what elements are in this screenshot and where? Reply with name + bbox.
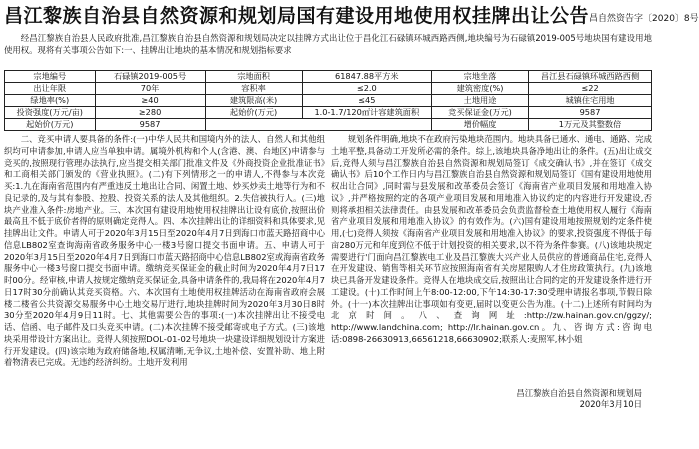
intro-paragraph: 经昌江黎族自治县人民政府批准,昌江黎族自治县自然资源和规划局决定以挂牌方式出让位于昌化江石碌镇环城西路西侧,地块编号为石碌镇2019-005号地块国有建设用地使用权。现将有关事项公告如下:一、挂牌出让地块的基本情况和规划指标要求 xyxy=(4,33,652,55)
table-cell: ≤22 xyxy=(529,83,652,95)
table-cell: 61847.88平方米 xyxy=(302,71,431,83)
table-cell: 出让年限 xyxy=(5,83,96,95)
body-left-column: 二、竞买申请人要具备的条件:(一)中华人民共和国境内外的法人、自然人和其他组织均可申请参加,申请人应当单独申请。属境外机构和个人(含港、澳、台地区)申请参与竞买的,按照现行管理办法执行,应当提交相关部门批准文件及《外商投资企业批准证书》和工商相关部门颁发的《营业执照》。(二)有下列情形之一的申请人,不得参与本次竞买:1.九在海南省范围内有严重违反土地出让合同、闲置土地、炒买炒卖土地等行为和不良记录的,及与其有参股、控股、投资关系的法人及其他组织。2.失信被执行人。(三)地块产业准入条件:房地产业。三、本次国有建设用地使用权挂牌出让设有底价,按照出价最高且不低于底价者得的原则确定竞得人。四、本次挂牌出让的详细资料和具体要求,见挂牌出让文件。申请人可于2020年3月15日至2020年4月7日到海口市蓝天路招商中心信息LB802室查询海南省政务服务中心一楼3号窗口提交书面申请。五、申请人可于2020年3月15日至2020年4月7日到海口市蓝天路招商中心信息LB802室或海南省政务服务中心一楼3号窗口提交书面申请。缴纳竞买保证金的截止时间为2020年4月7日17时00分。经审核,申请人按规定缴纳竞买保证金,具备申请条件的,我局将在2020年4月7日17时30分前确认其竞买资格。六、本次国有土地使用权挂牌活动在海南省政府会展楼二楼省公共资源交易服务中心土地交易厅进行,地块挂牌时间为2020年3月30日8时30分至2020年4月9日11时。七、其他需要公告的事项:(一)本次挂牌出让不接受电话、信函、电子邮件及口头竞买申请。(二)本次挂牌不接受邮寄或电子方式。(三)该地块采用带设计方案出让。竞得人须按照DOL-01-02号地块一块建设详细规划设计方案进行开发建设。(四)该宗地为政府储备地,权属清晰,无争议,土地补偿、安置补助、地上附着物清表已完成。无违约经济纠纷。土地开发利用 xyxy=(4,134,325,368)
table-cell: 土地用途 xyxy=(432,95,529,107)
table-cell: 宗地编号 xyxy=(5,71,96,83)
right-column-wrapper xyxy=(331,134,652,420)
table-cell: 昌江县石碌镇环城西路西侧 xyxy=(529,71,652,83)
page-title: 昌江黎族自治县自然资源和规划局国有建设用地使用权挂牌出让公告 xyxy=(4,5,590,27)
table-row xyxy=(5,95,652,107)
table-cell xyxy=(205,119,431,131)
table-cell: 增价幅度 xyxy=(432,119,529,131)
table-cell: ≥280 xyxy=(95,107,205,119)
table-cell: 绿地率(%) xyxy=(5,95,96,107)
table-cell: 投资强度(万元/亩) xyxy=(5,107,96,119)
table-row xyxy=(5,119,652,131)
table-cell: 起始价(万元) xyxy=(205,107,302,119)
signature-org: 昌江黎族自治县自然资源和规划局 xyxy=(516,388,642,398)
table-cell: 城镇住宅用地 xyxy=(529,95,652,107)
body-columns xyxy=(4,134,652,420)
table-cell: 容积率 xyxy=(205,83,302,95)
table-cell: 竞买保证金(万元) xyxy=(432,107,529,119)
table-cell: 石碌镇2019-005号 xyxy=(95,71,205,83)
table-row xyxy=(5,71,652,83)
table-cell: 9587 xyxy=(529,107,652,119)
table-cell: 宗地坐落 xyxy=(432,71,529,83)
table-cell: ≥40 xyxy=(95,95,205,107)
title-row xyxy=(4,2,699,28)
land-info-table xyxy=(4,70,652,131)
document-number: 昌自然资告字〔2020〕8号 xyxy=(589,14,699,24)
table-cell: ≤2.0 xyxy=(302,83,431,95)
table-cell: 1.0-1.7/120㎡计容建筑面积 xyxy=(302,107,431,119)
table-cell: 9587 xyxy=(95,119,205,131)
signature-date: 2020年3月10日 xyxy=(579,399,642,409)
table-cell: ≤45 xyxy=(302,95,431,107)
table-cell: 建筑密度(%) xyxy=(432,83,529,95)
table-cell: 建筑限高(米) xyxy=(205,95,302,107)
table-cell: 起始价(万元) xyxy=(5,119,96,131)
table-cell: 宗地面积 xyxy=(205,71,302,83)
table-row xyxy=(5,107,652,119)
table-cell: 70年 xyxy=(95,83,205,95)
table-row xyxy=(5,83,652,95)
body-right-column: 规划条件明确,地块不在政府污染地块范围内。地块具备已通水、通电、通路、完成土地平整,具备动工开发所必需的条件。综上,该地块具备净地出让的条件。(五)出让成交后,竞得人须与昌江黎族自治县自然资源和规划局签订《成交确认书》,并在签订《成交确认书》后10个工作日内与昌江黎族自治县自然资源和规划局签订《国有建设用地使用权出让合同》,同时需与县发展和改革委员会签订《海南省产业项目发展和用地准入协议》,并严格按照约定的各项产业项目发展和用地准入协议约定的内容进行开发建设,否则将承担相关法律责任。由县发展和改革委员会负责监督检查土地使用权人履行《海南省产业项目发展和用地准入协议》的有效作为。(六)国有建设用地按照规划约定条件使用,(七)竞得人须按《海南省产业项目发展和用地准入协议》的要求,投资强度不得低于每亩280万元和年度到位不低于计划投资的相关要求,以不符为条件参赛。(八)该地块规定需要进行'门面向昌江黎族电工业及昌江黎族大兴产业人员供应的普通商品住宅,竞得人在开发建设、销售等相关环节应按照海南省有关房屋限购人才住房政策执行。(九)该地块已具备开发建设条件。竞得人在地块成交后,按照出让合同约定的开发建设条件进行开工建设。(十)工作时间上午8:00-12:00,下午14:30-17:30受理申请报名事项,节假日除外。(十一)本次挂牌出让事项如有变更,届时以变更公告为准。(十二)上述所有时间均为北京时间。八、查询网址:http://zw.hainan.gov.cn/ggzy/; http://www.landchina.com; http://lr.hainan.gov.cn。九、咨询方式:咨询电话:0898-26630913,66561218,66630902;联系人:麦照军,林小姐 xyxy=(331,134,652,344)
table-cell: 1万元及其整数倍 xyxy=(529,119,652,131)
